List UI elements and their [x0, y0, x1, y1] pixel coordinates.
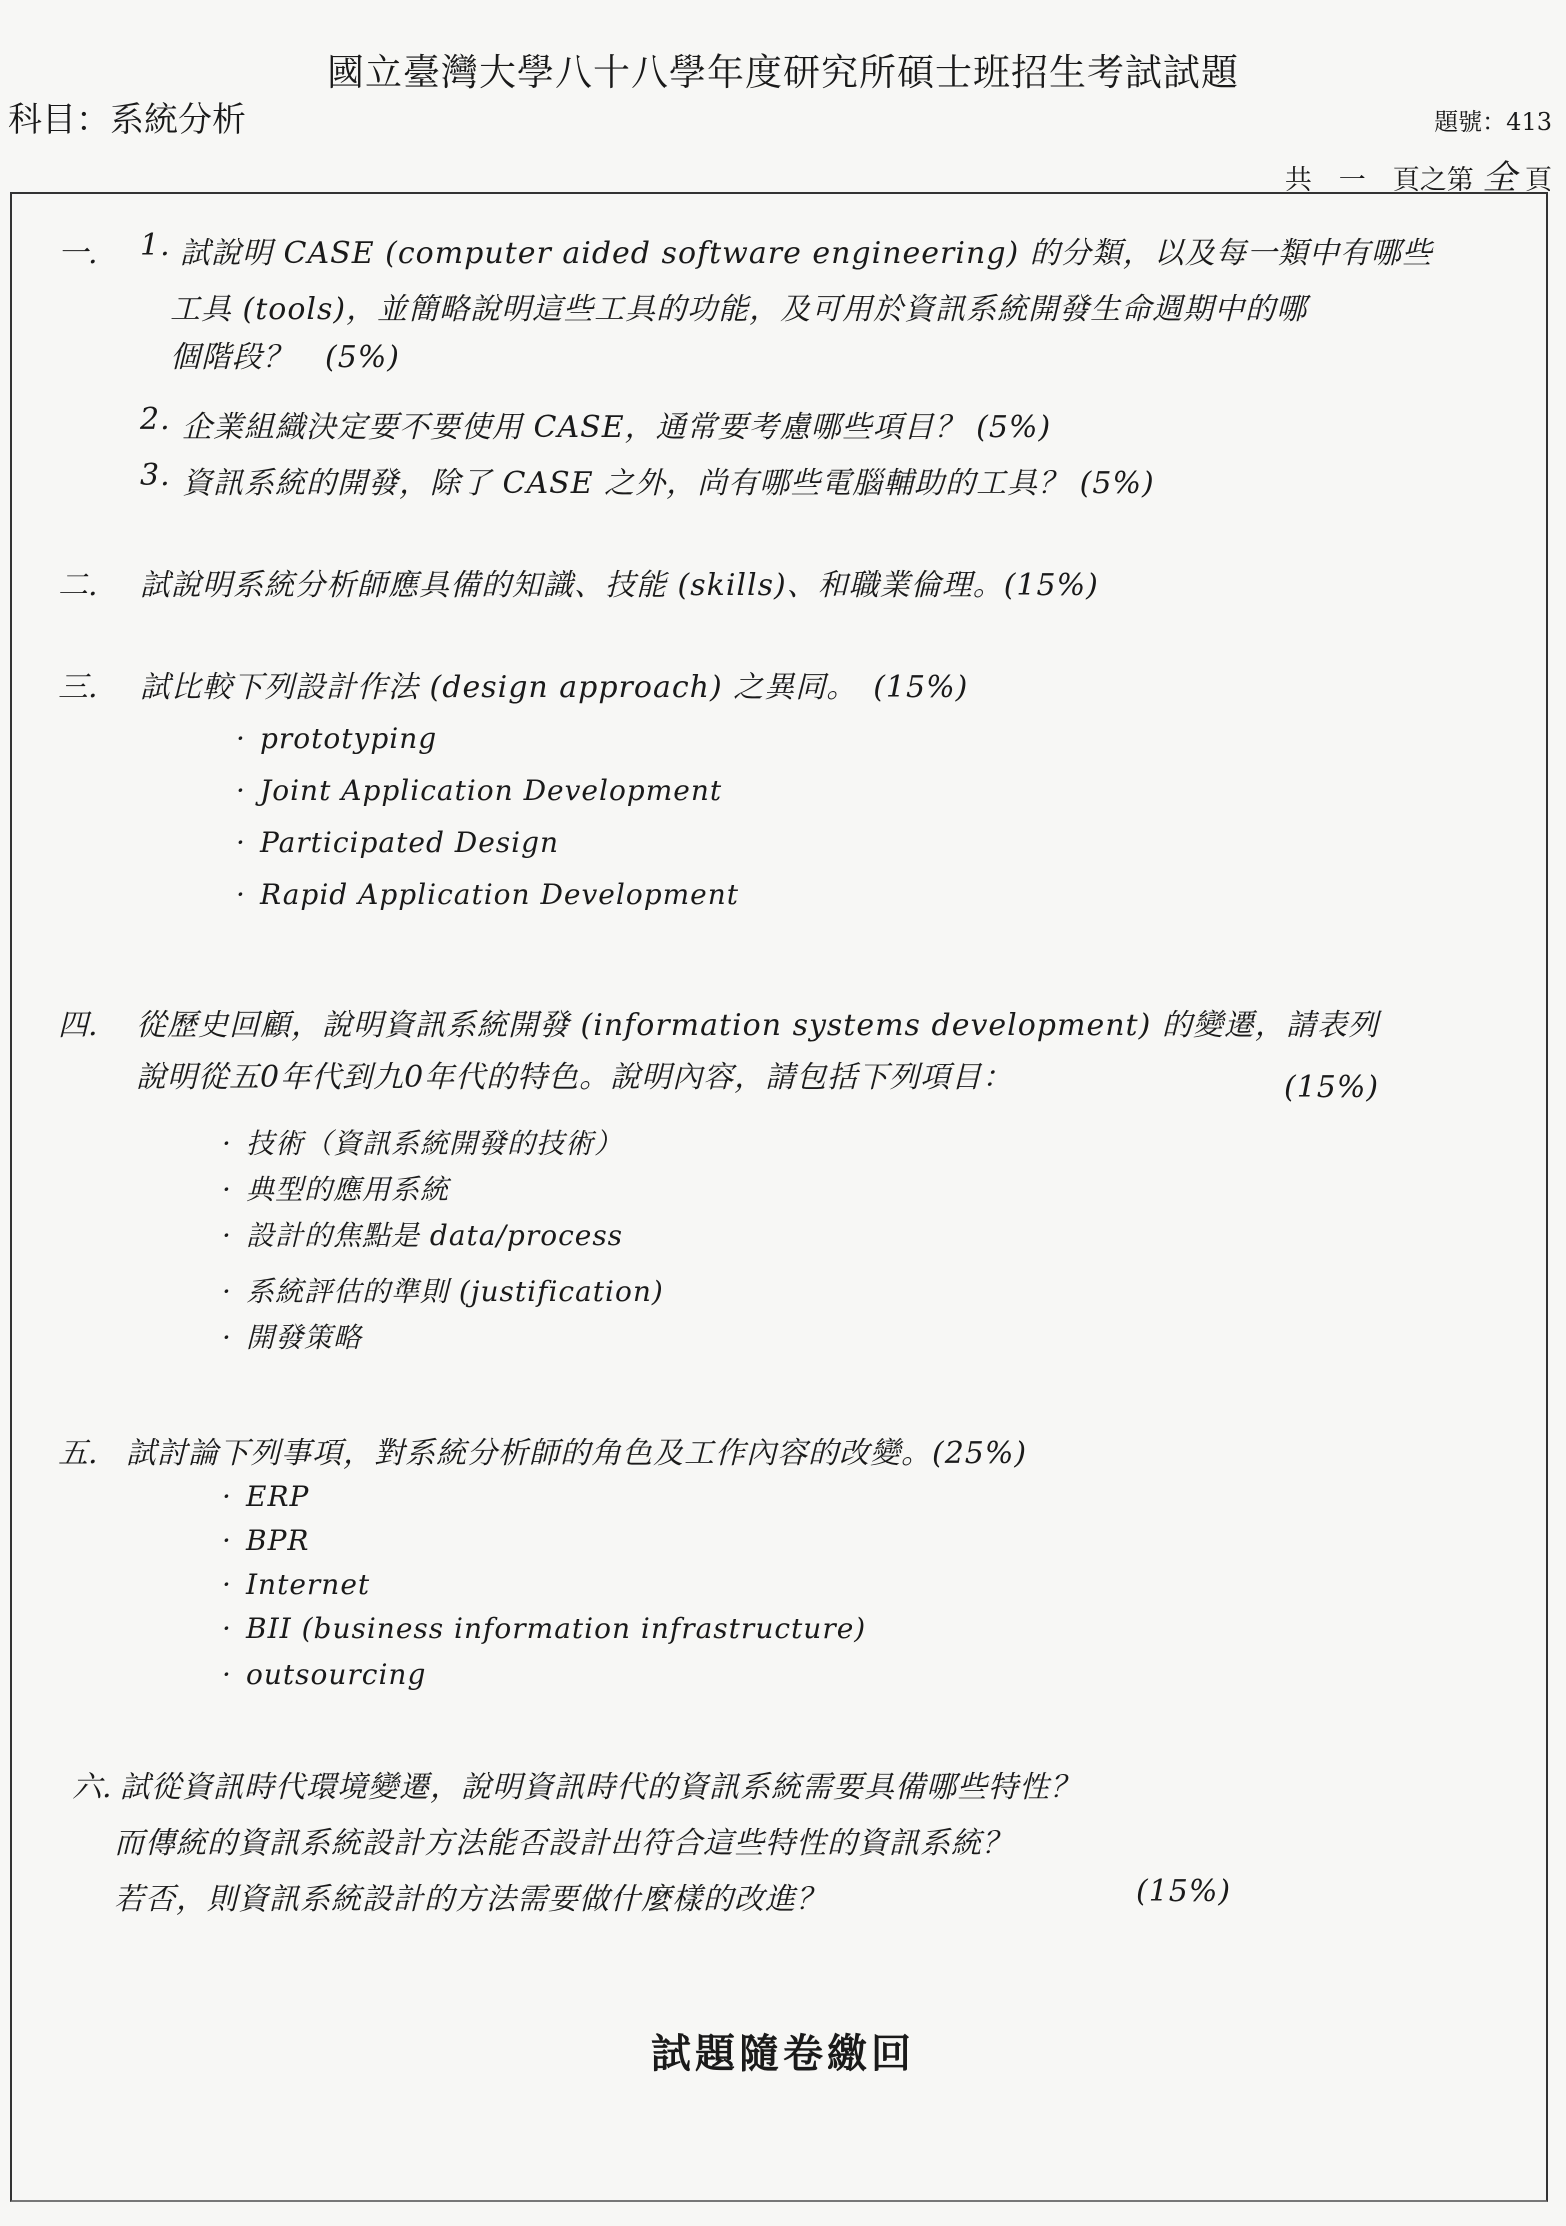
q4-item: · 系統評估的準則 (justification) [222, 1275, 664, 1308]
q5-item-label: outsourcing [246, 1658, 427, 1691]
q3-marker: 三. [58, 670, 98, 705]
q6-line2: 而傳統的資訊系統設計方法能否設計出符合這些特性的資訊系統？ [114, 1826, 1013, 1861]
q3-item: · Rapid Application Development [236, 878, 740, 911]
q4-line1: 從歷史回顧，說明資訊系統開發 (information systems development) 的變遷，請表列 [136, 1008, 1379, 1043]
q5-item: · ERP [222, 1480, 310, 1513]
q1-marker: 一. [58, 236, 98, 271]
q1-part1-line3: 個階段？ (5%) [170, 340, 401, 375]
footer-return-notice: 試題隨卷繳回 [651, 2030, 915, 2077]
q6-percent: (15%) [1136, 1874, 1232, 1909]
q1-part1-line1: 試說明 CASE (computer aided software engineering) 的分類，以及每一類中有哪些 [180, 236, 1433, 271]
q6-marker: 六. [72, 1770, 112, 1805]
q1-part2-text: 企業組織決定要不要使用 CASE，通常要考慮哪些項目？ (5%) [182, 410, 1052, 445]
subject-label: 科目：系統分析 [8, 100, 246, 140]
q4-item-label: 技術（資訊系統開發的技術） [246, 1127, 624, 1160]
page-info-current: 全 [1482, 158, 1517, 198]
q5-marker: 五. [58, 1436, 98, 1471]
q6-line1: 試從資訊時代環境變遷，說明資訊時代的資訊系統需要具備哪些特性？ [120, 1770, 1081, 1805]
exam-title: 國立臺灣大學八十八學年度研究所碩士班招生考試試題 [327, 51, 1239, 94]
q4-marker: 四. [58, 1008, 98, 1043]
q5-item-label: BII (business information infrastructure) [246, 1612, 867, 1645]
q4-item: · 技術（資訊系統開發的技術） [222, 1127, 624, 1160]
q5-item: · BPR [222, 1524, 310, 1557]
q4-item-label: 系統評估的準則 (justification) [246, 1275, 664, 1308]
q4-item: · 典型的應用系統 [222, 1173, 450, 1206]
q6-line3: 若否，則資訊系統設計的方法需要做什麼樣的改進？ [114, 1882, 827, 1917]
q2-marker: 二. [58, 568, 98, 603]
question-number: 題號：413 [1434, 108, 1552, 136]
q3-item: · prototyping [236, 722, 438, 755]
q5-text: 試討論下列事項，對系統分析師的角色及工作內容的改變。(25%) [126, 1436, 1028, 1471]
q4-percent: (15%) [1284, 1070, 1380, 1105]
q1-part1-number: 1. [140, 228, 171, 263]
q5-item: · BII (business information infrastructure) [222, 1612, 867, 1645]
q1-part3-number: 3. [140, 458, 171, 493]
page-info-suffix: 頁 [1525, 165, 1552, 196]
q1-part2-number: 2. [140, 402, 171, 437]
q3-item-label: prototyping [260, 722, 438, 755]
q5-item-label: BPR [246, 1524, 310, 1557]
q3-item-label: Participated Design [260, 826, 560, 859]
q3-item: · Joint Application Development [236, 774, 723, 807]
q5-item-label: Internet [246, 1568, 371, 1601]
q4-line2: 說明從五0年代到九0年代的特色。說明內容，請包括下列項目： [136, 1060, 1014, 1095]
q3-item: · Participated Design [236, 826, 560, 859]
q3-item-label: Joint Application Development [260, 774, 723, 807]
q4-item: · 設計的焦點是 data/process [222, 1219, 624, 1252]
q1-part1-line2: 工具 (tools)，並簡略說明這些工具的功能，及可用於資訊系統開發生命週期中的哪 [170, 292, 1308, 327]
q3-text: 試比較下列設計作法 (design approach) 之異同。 (15%) [140, 670, 969, 705]
q4-item: · 開發策略 [222, 1321, 363, 1354]
q4-item-label: 設計的焦點是 data/process [246, 1219, 624, 1252]
q2-text: 試說明系統分析師應具備的知識、技能 (skills)、和職業倫理。(15%) [140, 568, 1099, 603]
q5-item: · outsourcing [222, 1658, 427, 1691]
q1-part3-text: 資訊系統的開發，除了 CASE 之外，尚有哪些電腦輔助的工具？ (5%) [182, 466, 1155, 501]
q3-item-label: Rapid Application Development [260, 878, 740, 911]
q5-item: · Internet [222, 1568, 371, 1601]
q5-item-label: ERP [246, 1480, 310, 1513]
q4-item-label: 開發策略 [246, 1321, 363, 1354]
page-info-prefix: 共 一 頁之第 [1284, 165, 1474, 196]
q4-item-label: 典型的應用系統 [246, 1173, 450, 1206]
